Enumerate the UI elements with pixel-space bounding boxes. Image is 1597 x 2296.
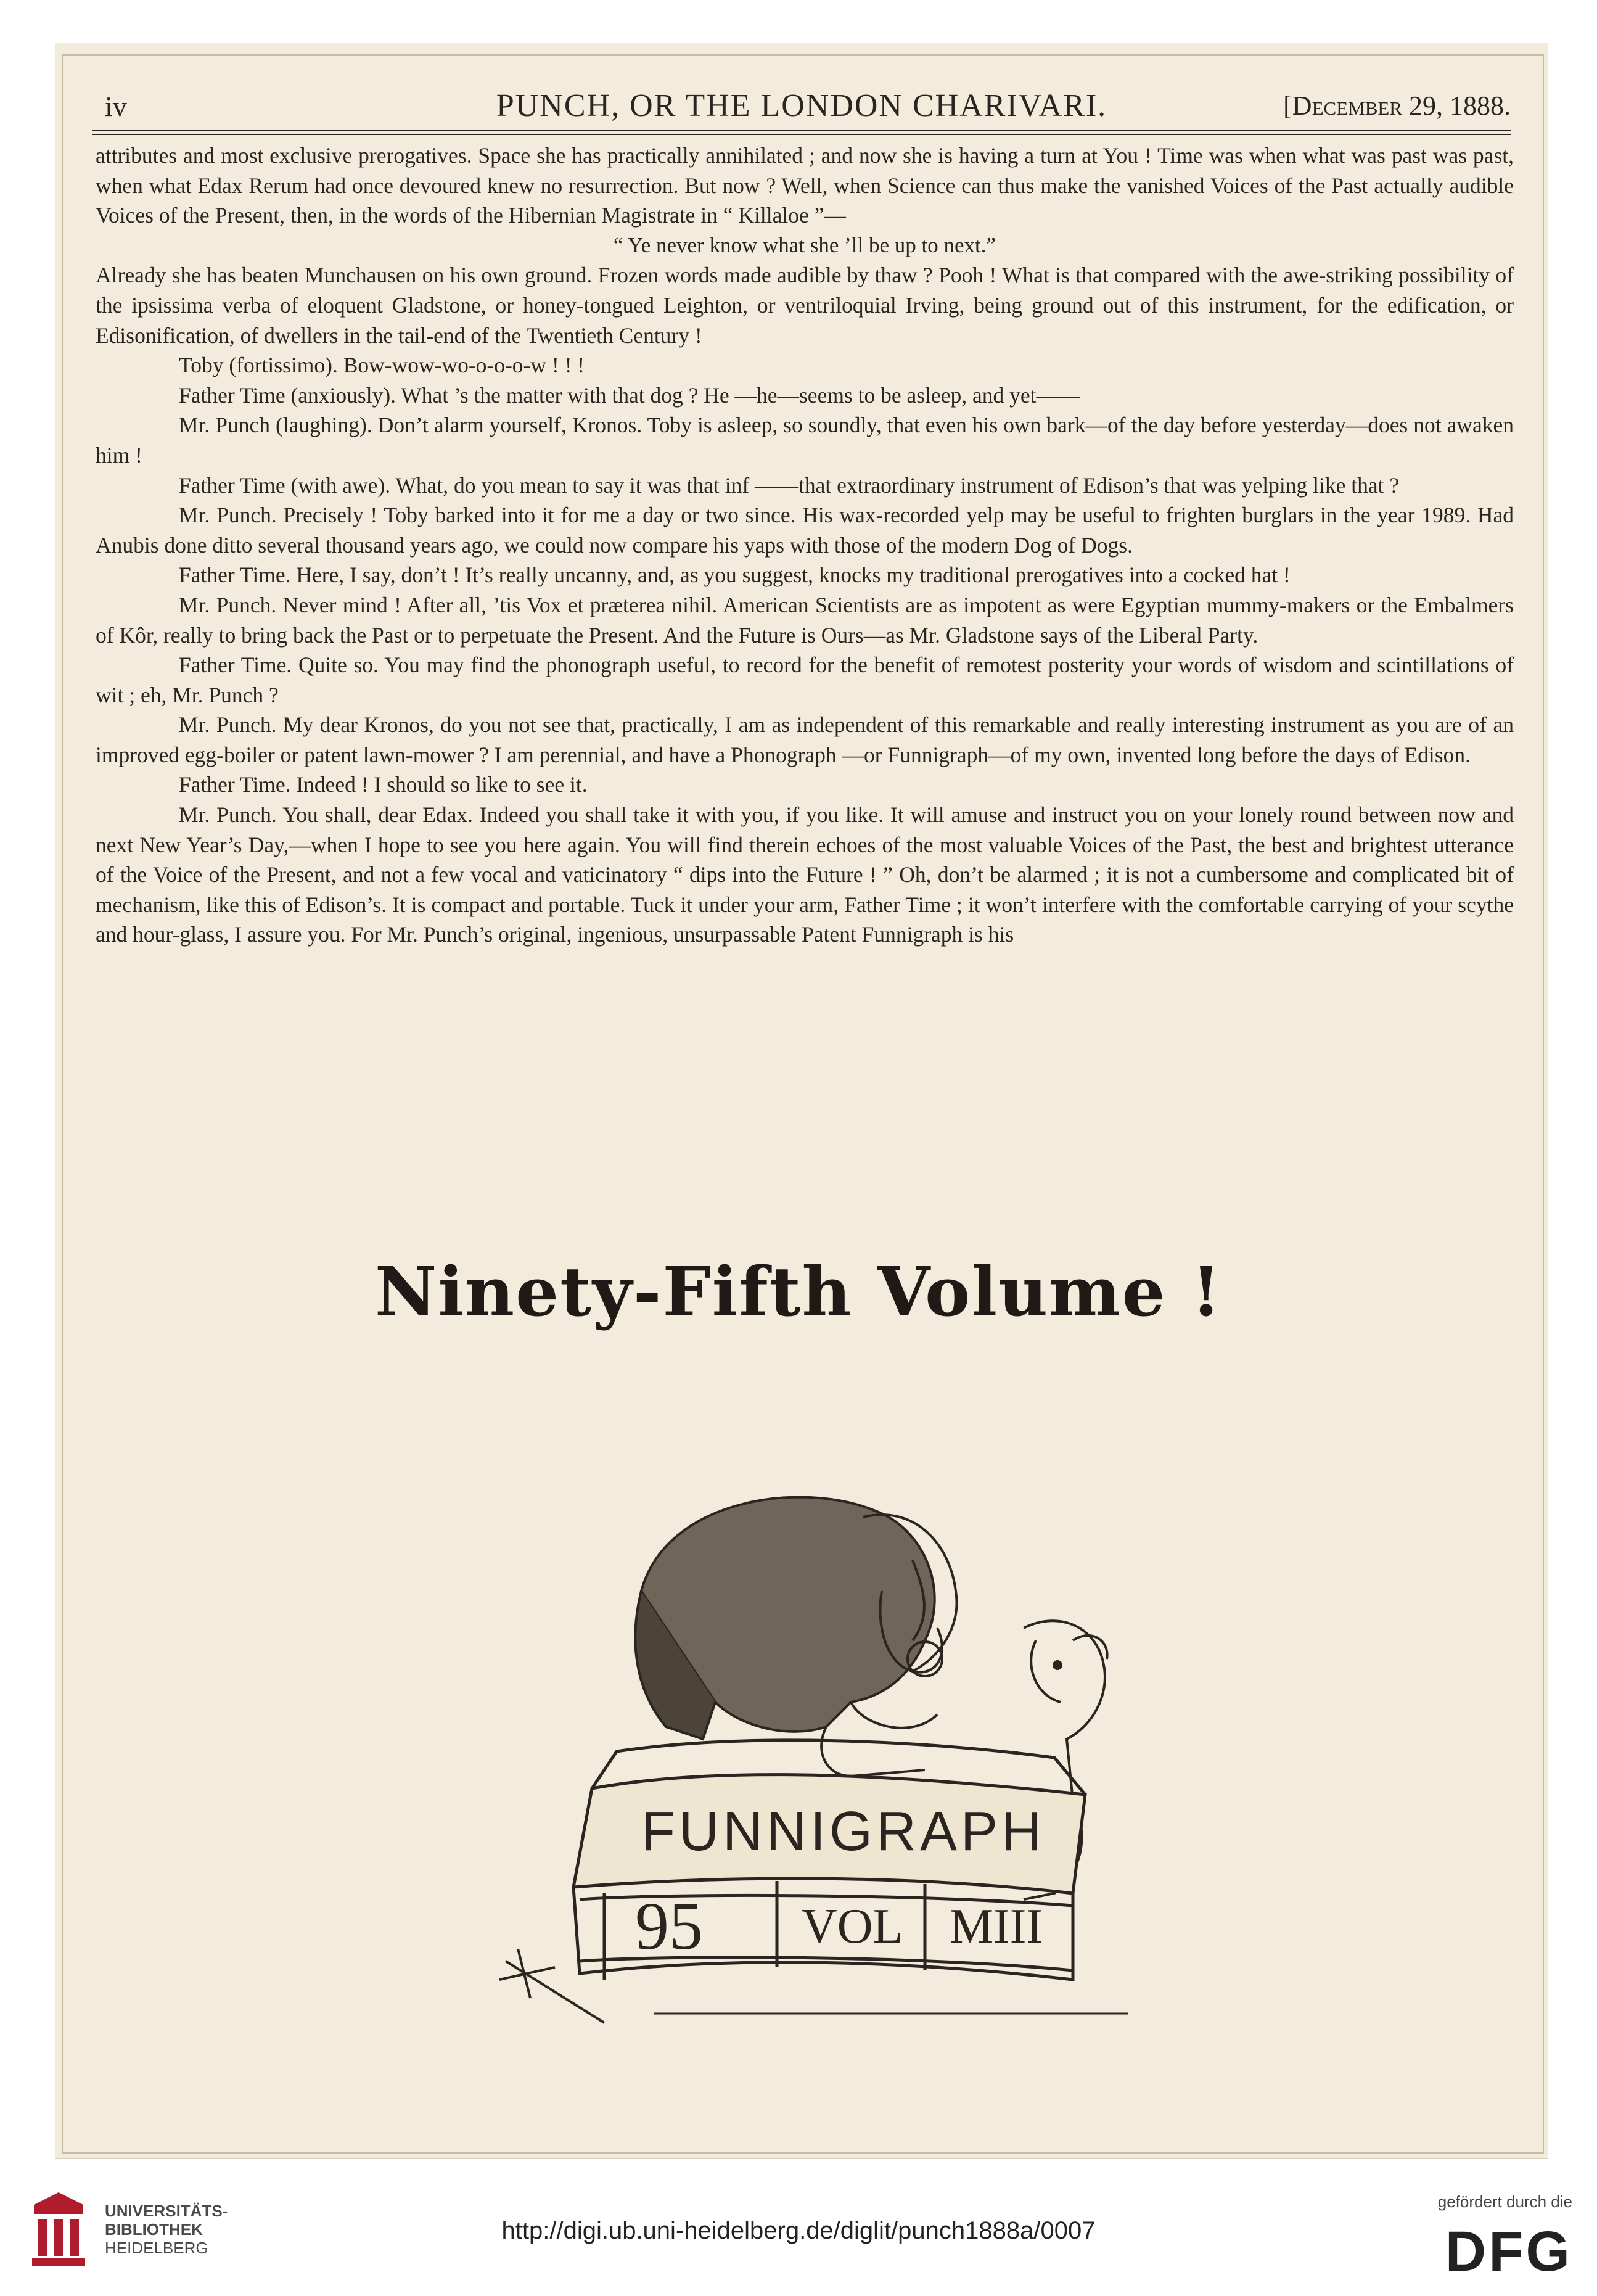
digitization-footer: [0, 2165, 1597, 2296]
book-label: FUNNIGRAPH: [641, 1801, 1046, 1862]
paragraph-punch-5: Mr. Punch. You shall, dear Edax. Indeed you shall take it with you, if you like. It will amuse and instruct you on your lonely round between now and next New Year’s Day,—when I hope to see you here again. You will find therein echoes of the most valuable Voices of the Past, the best and brightest utterance of the Voice of the Present, and not a few vocal and vaticinatory “ dips into the Future ! ” Oh, don’t be alarmed ; it is not a cumbersome and complicated bit of mechanism, like this of Edison’s. It is compact and portable. Tuck it under your arm, Father Time ; it won’t interfere with the comfortable carrying of your scythe and hour-glass, I assure you. For Mr. Punch’s original, ingenious, unsurpassable Patent Funnigraph is his: [96, 802, 1514, 947]
book-icon: [573, 1740, 1085, 1980]
funnigraph-illustration: [481, 1406, 1221, 2035]
quotation: “ Ye never know what she ’ll be up to next.”: [613, 232, 996, 257]
paragraph-1: attributes and most exclusive prerogatives. Space she has practically annihilated ; and now she is having a turn at You ! Time was when what was past was past, when what Edax Rerum had once devoured knew no resurrection. But now ? Well, when Science can thus make the vanished Voices of the Past actually audible Voices of the Present, then, in the words of the Hibernian Magistrate in “ Killaloe ”—: [96, 143, 1514, 228]
spine-roman: MIII: [950, 1899, 1043, 1954]
library-line-3: HEIDELBERG: [105, 2239, 208, 2257]
header-rule: [92, 130, 1511, 131]
paragraph-2: Already she has beaten Munchausen on his own ground. Frozen words made audible by thaw ? Pooh ! What is that compared with the awe-striking possibility of the ipsissima verba of eloquent Gladstone, or honey-tongued Leighton, or ventriloquial Irving, being ground out of this instrument, for the edification, or Edisonification, of dwellers in the tail-end of the Twentieth Century !: [96, 263, 1514, 348]
paragraph-father-time-1: Father Time (anxiously). What ’s the matter with that dog ? He —he—seems to be asleep, and yet——: [179, 382, 1080, 408]
paragraph-father-time-3: Father Time. Here, I say, don’t ! It’s really uncanny, and, as you suggest, knocks my traditional prerogatives into a cocked hat !: [179, 562, 1291, 588]
paragraph-toby: Toby (fortissimo). Bow-wow-wo-o-o-o-w ! ! !: [179, 353, 585, 378]
library-line-1: UNIVERSITÄTS-: [105, 2202, 228, 2220]
support-text: gefördert durch die: [1437, 2192, 1572, 2211]
page-number: iv: [105, 91, 127, 122]
paragraph-father-time-5: Father Time. Indeed ! I should so like to see it.: [179, 772, 588, 797]
article-body: [96, 141, 1514, 950]
spine-vol: VOL: [802, 1899, 903, 1954]
paragraph-punch-3: Mr. Punch. Never mind ! After all, ’tis Vox et præterea nihil. American Scientists are as impotent as were Egyptian mummy-makers or the Embalmers of Kôr, really to bring back the Past or to perpetuate the Present. And the Future is Ours—as Mr. Gladstone says of the Liberal Party.: [96, 592, 1514, 648]
library-line-2: BIBLIOTHEK: [105, 2220, 203, 2239]
page-header: [92, 85, 1511, 128]
source-url-link[interactable]: http://digi.ub.uni-heidelberg.de/diglit/punch1888a/0007: [501, 2217, 1096, 2244]
dfg-logo: DFG: [1445, 2220, 1572, 2283]
masthead-title: PUNCH, OR THE LONDON CHARIVARI.: [496, 88, 1107, 123]
paragraph-father-time-2: Father Time (with awe). What, do you mean to say it was that inf ——that extraordinary instrument of Edison’s that was yelping like that ?: [179, 472, 1400, 498]
paragraph-punch-2: Mr. Punch. Precisely ! Toby barked into it for me a day or two since. His wax-recorded yelp may be useful to frighten burglars in the year 1989. Had Anubis done ditto several thousand years ago, we could now compare his yaps with those of the modern Dog of Dogs.: [96, 503, 1514, 558]
punch-figure-icon: [635, 1497, 956, 1776]
paragraph-punch-1: Mr. Punch (laughing). Don’t alarm yourself, Kronos. Toby is asleep, so soundly, that even his own bark—of the day before yesterday—does not awaken him !: [96, 413, 1514, 467]
paragraph-punch-4: Mr. Punch. My dear Kronos, do you not see that, practically, I am as independent of this remarkable and really interesting instrument as you are of an improved egg-boiler or patent lawn-mower ? I am perennial, and have a Phonograph —or Funnigraph—of my own, invented long before the days of Edison.: [96, 712, 1514, 767]
paragraph-father-time-4: Father Time. Quite so. You may find the phonograph useful, to record for the benefit of remotest posterity your words of wisdom and scintillations of wit ; eh, Mr. Punch ?: [96, 652, 1514, 707]
issue-date: [December 29, 1888.: [1283, 91, 1511, 121]
header-rule-thin: [92, 134, 1511, 135]
volume-title: Ninety-Fifth Volume !: [374, 1252, 1223, 1331]
spine-number: 95: [635, 1888, 703, 1964]
